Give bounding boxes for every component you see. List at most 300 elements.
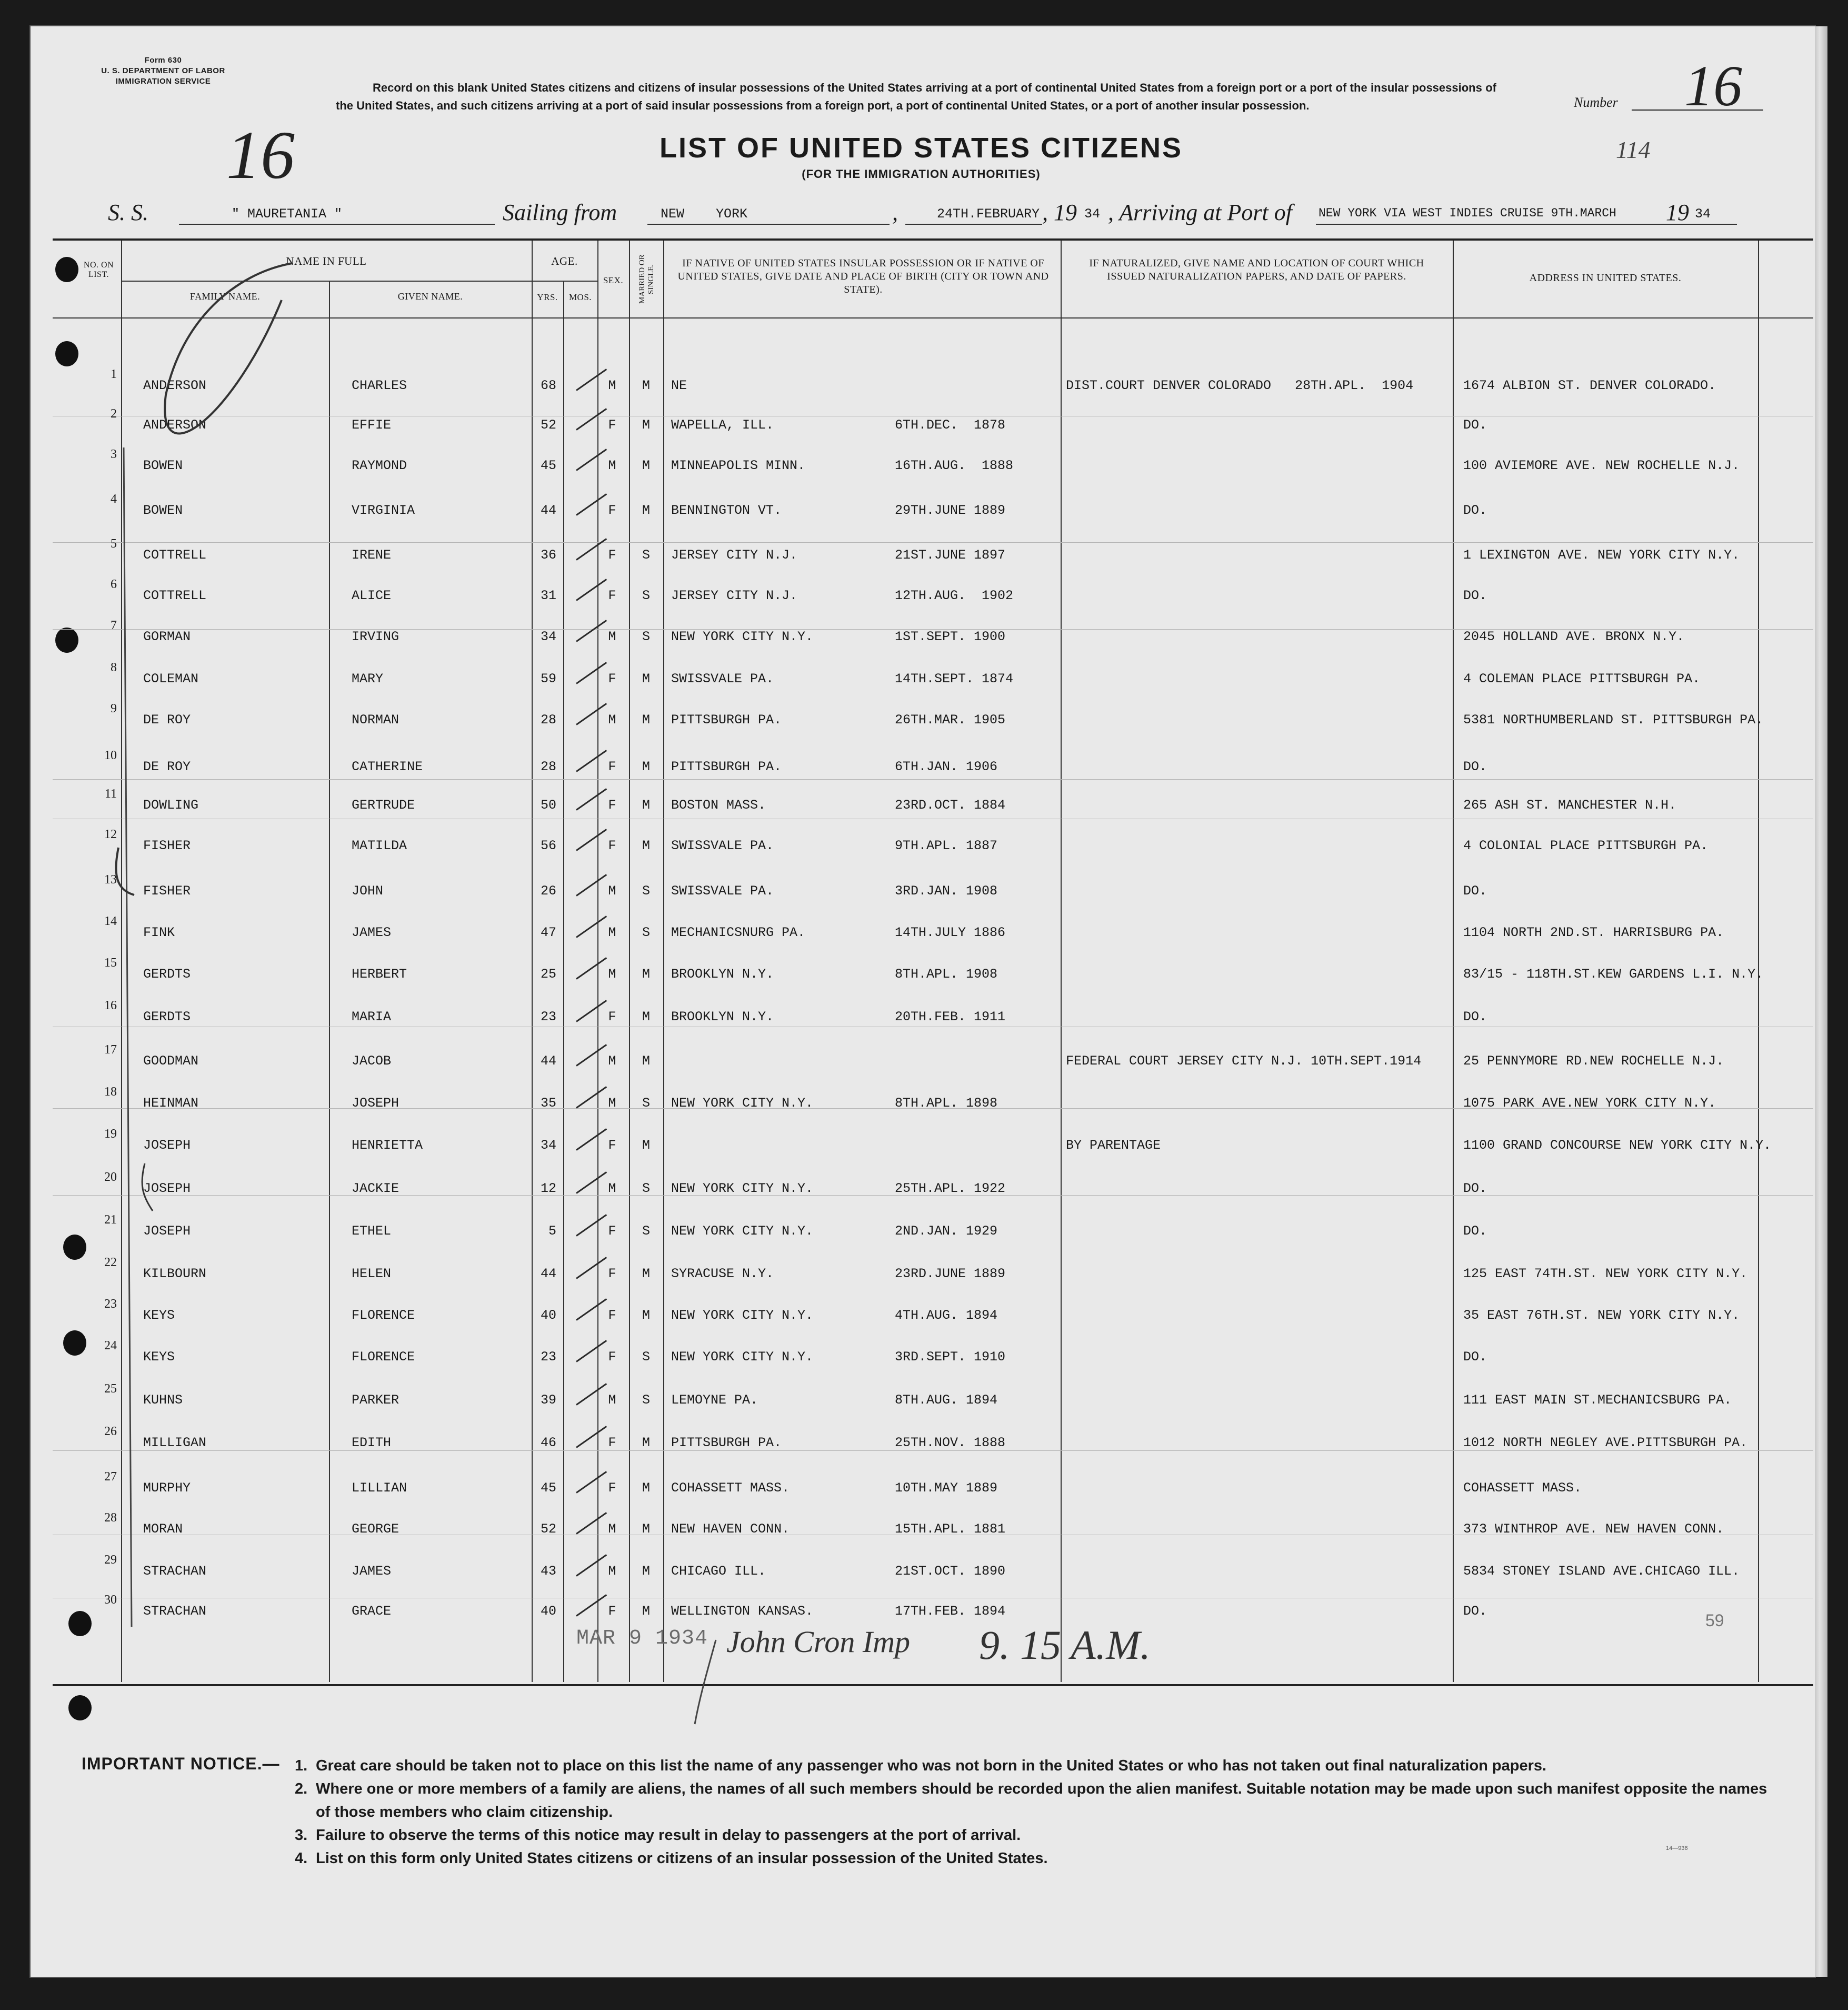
- notice-item: 1. Great care should be taken not to place on this list the name of any passenger who was not born in the United States or who has not taken out final naturalization papers.: [295, 1757, 1547, 1774]
- birth-date: 23RD.OCT. 1884: [895, 798, 1006, 813]
- marital-status: S: [642, 1392, 650, 1408]
- row-number: 4: [111, 492, 117, 506]
- marital-status: S: [642, 1223, 650, 1239]
- family-name: MORAN: [143, 1521, 183, 1537]
- birth-date: 26TH.MAR. 1905: [895, 712, 1006, 728]
- given-name: JOHN: [352, 883, 384, 899]
- sex: F: [608, 548, 616, 563]
- age-years: 25: [540, 967, 556, 982]
- row-number: 6: [111, 578, 117, 591]
- family-name: KEYS: [143, 1308, 175, 1323]
- number-value-handwritten: 16: [1684, 54, 1742, 118]
- birth-date: 6TH.JAN. 1906: [895, 759, 998, 774]
- birth-date: 21ST.JUNE 1897: [895, 548, 1006, 563]
- birth-place: MECHANICSNURG PA.: [671, 925, 806, 940]
- arrival-year-suffix: 34: [1695, 206, 1711, 222]
- header-given-name: GIVEN NAME.: [397, 291, 463, 302]
- birth-date: 1ST.SEPT. 1900: [895, 629, 1006, 644]
- sex: M: [608, 883, 616, 899]
- arrival-port: NEW YORK VIA WEST INDIES CRUISE 9TH.MARCH: [1318, 206, 1616, 220]
- marital-status: M: [642, 712, 650, 728]
- row-number: 2: [111, 407, 117, 421]
- birth-date: 8TH.AUG. 1894: [895, 1392, 998, 1408]
- col-divider: [1758, 241, 1759, 1682]
- age-years: 44: [540, 1053, 556, 1069]
- row-number: 30: [104, 1593, 117, 1607]
- family-name: GERDTS: [143, 1009, 191, 1024]
- row-number: 27: [104, 1470, 117, 1484]
- birth-place: CHICAGO ILL.: [671, 1564, 766, 1579]
- birth-place: NE: [671, 378, 687, 393]
- age-years: 34: [540, 1138, 556, 1153]
- birth-date: 3RD.SEPT. 1910: [895, 1349, 1006, 1365]
- service-name: IMMIGRATION SERVICE: [115, 77, 211, 86]
- family-name: COTTRELL: [143, 548, 207, 563]
- marital-status: S: [642, 1096, 650, 1111]
- age-years: 28: [540, 712, 556, 728]
- age-years: 52: [540, 417, 556, 433]
- marital-status: M: [642, 1308, 650, 1323]
- family-name: COTTRELL: [143, 588, 207, 603]
- family-name: DE ROY: [143, 759, 191, 774]
- given-name: FLORENCE: [352, 1349, 415, 1365]
- col-divider: [1061, 241, 1062, 1682]
- given-name: JAMES: [352, 925, 392, 940]
- row-number: 25: [104, 1382, 117, 1396]
- sex: F: [608, 1223, 616, 1239]
- family-name: FINK: [143, 925, 175, 940]
- given-name: ETHEL: [352, 1223, 392, 1239]
- birth-date: 12TH.AUG. 1902: [895, 588, 1014, 603]
- sex: F: [608, 503, 616, 518]
- marital-status: M: [642, 1521, 650, 1537]
- age-years: 45: [540, 1480, 556, 1496]
- birth-place: SWISSVALE PA.: [671, 671, 774, 686]
- age-years: 39: [540, 1392, 556, 1408]
- birth-date: 6TH.DEC. 1878: [895, 417, 1006, 433]
- year-prefix: , 19: [1042, 200, 1077, 225]
- birth-place: BOSTON MASS.: [671, 798, 766, 813]
- birth-place: PITTSBURGH PA.: [671, 759, 782, 774]
- us-address: DO.: [1463, 759, 1487, 774]
- us-address: DO.: [1463, 503, 1487, 518]
- sex: F: [608, 1009, 616, 1024]
- sex: F: [608, 588, 616, 603]
- given-name: MARY: [352, 671, 384, 686]
- marital-status: S: [642, 925, 650, 940]
- birth-date: 14TH.JULY 1886: [895, 925, 1006, 940]
- given-name: HELEN: [352, 1266, 392, 1281]
- family-name: DOWLING: [143, 798, 199, 813]
- marital-status: S: [642, 883, 650, 899]
- header-age: AGE.: [551, 255, 578, 267]
- row-number: 18: [104, 1085, 117, 1099]
- row-number: 21: [104, 1213, 117, 1227]
- sex: M: [608, 712, 616, 728]
- birth-date: 17TH.FEB. 1894: [895, 1604, 1006, 1619]
- birth-date: 29TH.JUNE 1889: [895, 503, 1006, 518]
- family-name: STRACHAN: [143, 1604, 207, 1619]
- birth-date: 15TH.APL. 1881: [895, 1521, 1006, 1537]
- marital-status: S: [642, 629, 650, 644]
- birth-date: 14TH.SEPT. 1874: [895, 671, 1014, 686]
- age-years: 28: [540, 759, 556, 774]
- us-address: 265 ASH ST. MANCHESTER N.H.: [1463, 798, 1677, 813]
- row-number: 8: [111, 661, 117, 674]
- age-years: 46: [540, 1435, 556, 1450]
- marital-status: M: [642, 1138, 650, 1153]
- row-number: 20: [104, 1170, 117, 1184]
- marital-status: M: [642, 1480, 650, 1496]
- from-port: NEW YORK: [661, 206, 748, 222]
- row-number: 7: [111, 619, 117, 632]
- us-address: 125 EAST 74TH.ST. NEW YORK CITY N.Y.: [1463, 1266, 1748, 1281]
- birth-place: MINNEAPOLIS MINN.: [671, 458, 806, 473]
- sailing-label: Sailing from: [503, 200, 617, 225]
- notice-item: 3. Failure to observe the terms of this notice may result in delay to passengers at the port of arrival.: [295, 1827, 1021, 1844]
- us-address: DO.: [1463, 1604, 1487, 1619]
- row-number: 22: [104, 1256, 117, 1269]
- given-name: FLORENCE: [352, 1308, 415, 1323]
- marital-status: S: [642, 548, 650, 563]
- page-mark-handwritten: 16: [226, 117, 295, 193]
- given-name: ALICE: [352, 588, 392, 603]
- family-name: FISHER: [143, 883, 191, 899]
- page-number-stamp: 59: [1705, 1611, 1724, 1630]
- marital-status: M: [642, 671, 650, 686]
- birth-place: SYRACUSE N.Y.: [671, 1266, 774, 1281]
- sex: M: [608, 458, 616, 473]
- family-name: JOSEPH: [143, 1138, 191, 1153]
- arrival-date-stamp: MAR 9 1934: [576, 1627, 708, 1650]
- birth-place: LEMOYNE PA.: [671, 1392, 758, 1408]
- row-number: 15: [104, 956, 117, 970]
- inspector-signature: John Cron Imp: [726, 1625, 911, 1659]
- birth-place: PITTSBURGH PA.: [671, 712, 782, 728]
- us-address: 1 LEXINGTON AVE. NEW YORK CITY N.Y.: [1463, 548, 1740, 563]
- header-birth: IF NATIVE OF UNITED STATES INSULAR POSSESSION OR IF NATIVE OF UNITED STATES, GIVE DATE AND PLACE OF BIRTH (CITY OR TOWN AND STATE).: [677, 257, 1049, 295]
- us-address: 1100 GRAND CONCOURSE NEW YORK CITY N.Y.: [1463, 1138, 1772, 1153]
- birth-date: 2ND.JAN. 1929: [895, 1223, 998, 1239]
- page-subtitle: (FOR THE IMMIGRATION AUTHORITIES): [802, 167, 1041, 181]
- sex: F: [608, 838, 616, 853]
- arrival-year-prefix: 19: [1666, 200, 1689, 225]
- family-name: GOODMAN: [143, 1053, 199, 1069]
- birth-place: NEW YORK CITY N.Y.: [671, 1223, 814, 1239]
- notice-heading: IMPORTANT NOTICE.—: [82, 1754, 280, 1773]
- age-years: 43: [540, 1564, 556, 1579]
- row-number: 9: [111, 702, 117, 715]
- marital-status: M: [642, 503, 650, 518]
- given-name: JOSEPH: [352, 1096, 399, 1111]
- us-address: DO.: [1463, 883, 1487, 899]
- family-name: JOSEPH: [143, 1181, 191, 1196]
- birth-place: NEW YORK CITY N.Y.: [671, 629, 814, 644]
- sex: F: [608, 1435, 616, 1450]
- sex: F: [608, 1480, 616, 1496]
- family-name: STRACHAN: [143, 1564, 207, 1579]
- sex: F: [608, 1349, 616, 1365]
- us-address: DO.: [1463, 417, 1487, 433]
- age-years: 12: [540, 1181, 556, 1196]
- us-address: 25 PENNYMORE RD.NEW ROCHELLE N.J.: [1463, 1053, 1724, 1069]
- family-name: BOWEN: [143, 458, 183, 473]
- age-years: 44: [540, 503, 556, 518]
- family-name: ANDERSON: [143, 378, 207, 393]
- handwritten-bracket: [103, 258, 324, 1658]
- naturalization-court: FEDERAL COURT JERSEY CITY N.J. 10TH.SEPT.1914: [1066, 1053, 1422, 1069]
- family-name: GERDTS: [143, 967, 191, 982]
- given-name: HERBERT: [352, 967, 407, 982]
- family-name: KEYS: [143, 1349, 175, 1365]
- given-name: GERTRUDE: [352, 798, 415, 813]
- marital-status: M: [642, 417, 650, 433]
- birth-date: 21ST.OCT. 1890: [895, 1564, 1006, 1579]
- birth-date: 10TH.MAY 1889: [895, 1480, 998, 1496]
- birth-place: NEW YORK CITY N.Y.: [671, 1181, 814, 1196]
- naturalization-court: BY PARENTAGE: [1066, 1138, 1161, 1153]
- us-address: DO.: [1463, 1009, 1487, 1024]
- given-name: JACKIE: [352, 1181, 399, 1196]
- birth-date: 3RD.JAN. 1908: [895, 883, 998, 899]
- comma: ,: [892, 200, 898, 225]
- birth-date: 25TH.NOV. 1888: [895, 1435, 1006, 1450]
- sex: M: [608, 1521, 616, 1537]
- marital-status: S: [642, 1349, 650, 1365]
- col-divider: [532, 241, 533, 1682]
- us-address: 2045 HOLLAND AVE. BRONX N.Y.: [1463, 629, 1685, 644]
- given-name: IRVING: [352, 629, 399, 644]
- row-number: 3: [111, 447, 117, 461]
- birth-place: JERSEY CITY N.J.: [671, 548, 798, 563]
- marital-status: M: [642, 1266, 650, 1281]
- marital-status: S: [642, 1181, 650, 1196]
- marital-status: M: [642, 458, 650, 473]
- family-name: MURPHY: [143, 1480, 191, 1496]
- birth-date: 16TH.AUG. 1888: [895, 458, 1014, 473]
- row-number: 11: [104, 787, 117, 801]
- pencil-mark: 114: [1616, 136, 1651, 163]
- birth-place: PITTSBURGH PA.: [671, 1435, 782, 1450]
- given-name: EDITH: [352, 1435, 392, 1450]
- col-divider: [1453, 241, 1454, 1682]
- sex: F: [608, 671, 616, 686]
- age-years: 47: [540, 925, 556, 940]
- row-number: 29: [104, 1553, 117, 1567]
- given-name: MARIA: [352, 1009, 392, 1024]
- given-name: MATILDA: [352, 838, 407, 853]
- us-address: 35 EAST 76TH.ST. NEW YORK CITY N.Y.: [1463, 1308, 1740, 1323]
- marital-status: S: [642, 588, 650, 603]
- given-name: JAMES: [352, 1564, 392, 1579]
- header-sex: SEX.: [603, 275, 624, 285]
- row-number: 14: [104, 914, 117, 928]
- sex: F: [608, 1604, 616, 1619]
- row-number: 24: [104, 1339, 117, 1352]
- row-number: 5: [111, 537, 117, 551]
- sex: M: [608, 1181, 616, 1196]
- row-number: 10: [104, 749, 117, 762]
- row-number: 12: [104, 828, 117, 841]
- birth-date: 4TH.AUG. 1894: [895, 1308, 998, 1323]
- age-years: 44: [540, 1266, 556, 1281]
- sex: M: [608, 967, 616, 982]
- us-address: DO.: [1463, 1181, 1487, 1196]
- birth-date: 23RD.JUNE 1889: [895, 1266, 1006, 1281]
- birth-place: COHASSETT MASS.: [671, 1480, 790, 1496]
- us-address: 4 COLONIAL PLACE PITTSBURGH PA.: [1463, 838, 1709, 853]
- col-divider: [329, 281, 330, 1682]
- us-address: DO.: [1463, 1349, 1487, 1365]
- col-divider: [563, 281, 564, 1682]
- punch-hole: [68, 1695, 92, 1720]
- marital-status: M: [642, 1564, 650, 1579]
- sex: M: [608, 1392, 616, 1408]
- us-address: 5834 STONEY ISLAND AVE.CHICAGO ILL.: [1463, 1564, 1740, 1579]
- birth-place: BENNINGTON VT.: [671, 503, 782, 518]
- sailing-date: 24TH.FEBRUARY: [937, 206, 1040, 222]
- row-number: 17: [104, 1043, 117, 1057]
- given-name: HENRIETTA: [352, 1138, 423, 1153]
- marital-status: M: [642, 1435, 650, 1450]
- us-address: DO.: [1463, 588, 1487, 603]
- given-name: NORMAN: [352, 712, 399, 728]
- page-title: LIST OF UNITED STATES CITIZENS: [660, 132, 1183, 164]
- us-address: 373 WINTHROP AVE. NEW HAVEN CONN.: [1463, 1521, 1724, 1537]
- family-name: MILLIGAN: [143, 1435, 207, 1450]
- date-underline: [905, 224, 1042, 225]
- col-divider: [663, 241, 664, 1682]
- family-name: COLEMAN: [143, 671, 199, 686]
- age-years: 52: [540, 1521, 556, 1537]
- col-divider: [629, 241, 630, 1682]
- given-name: CATHERINE: [352, 759, 423, 774]
- us-address: 1674 ALBION ST. DENVER COLORADO.: [1463, 378, 1716, 393]
- birth-place: BROOKLYN N.Y.: [671, 1009, 774, 1024]
- sex: F: [608, 417, 616, 433]
- notice-list: [295, 1754, 1784, 1870]
- row-number: 19: [104, 1127, 117, 1141]
- form-instructions: Record on this blank United States citizens and citizens of insular possessions of the United States arriving at a port of continental United States from a foreign port or a port of the insular possessions of the United States, and such citizens arriving at a port of said insular possessions from a foreign port, a port of continental United States, or a port of another insular possession.: [336, 81, 1496, 112]
- us-address: 83/15 - 118TH.ST.KEW GARDENS L.I. N.Y.: [1463, 967, 1764, 982]
- us-address: 1075 PARK AVE.NEW YORK CITY N.Y.: [1463, 1096, 1716, 1111]
- birth-place: NEW YORK CITY N.Y.: [671, 1349, 814, 1365]
- marital-status: M: [642, 378, 650, 393]
- birth-place: BROOKLYN N.Y.: [671, 967, 774, 982]
- birth-place: JERSEY CITY N.J.: [671, 588, 798, 603]
- header-name-in-full: NAME IN FULL: [286, 255, 367, 267]
- birth-place: SWISSVALE PA.: [671, 838, 774, 853]
- sex: M: [608, 1564, 616, 1579]
- us-address: DO.: [1463, 1223, 1487, 1239]
- birth-date: 9TH.APL. 1887: [895, 838, 998, 853]
- notice-item: 2. Where one or more members of a family are aliens, the names of all such members should be recorded upon the alien manifest. Suitable notation may be made upon such manifest opposite the names of those members who claim citizenship.: [295, 1780, 1767, 1820]
- given-name: RAYMOND: [352, 458, 407, 473]
- birth-date: 8TH.APL. 1898: [895, 1096, 998, 1111]
- birth-place: NEW YORK CITY N.Y.: [671, 1096, 814, 1111]
- birth-date: 8TH.APL. 1908: [895, 967, 998, 982]
- birth-place: NEW YORK CITY N.Y.: [671, 1308, 814, 1323]
- header-address: ADDRESS IN UNITED STATES.: [1529, 272, 1682, 284]
- age-years: 34: [540, 629, 556, 644]
- year-suffix: 34: [1084, 206, 1101, 222]
- given-name: PARKER: [352, 1392, 399, 1408]
- birth-place: WAPELLA, ILL.: [671, 417, 774, 433]
- notice-item: 4. List on this form only United States citizens or citizens of an insular possession of the United States.: [295, 1850, 1048, 1867]
- given-name: EFFIE: [352, 417, 392, 433]
- given-name: IRENE: [352, 548, 392, 563]
- header-no: NO. ON LIST.: [83, 261, 114, 279]
- marital-status: M: [642, 759, 650, 774]
- row-number: 23: [104, 1297, 117, 1311]
- us-address: 111 EAST MAIN ST.MECHANICSBURG PA.: [1463, 1392, 1732, 1408]
- family-name: BOWEN: [143, 503, 183, 518]
- age-years: 26: [540, 883, 556, 899]
- age-years: 56: [540, 838, 556, 853]
- marital-status: M: [642, 1009, 650, 1024]
- sex: F: [608, 759, 616, 774]
- sex: M: [608, 629, 616, 644]
- age-years: 59: [540, 671, 556, 686]
- us-address: 5381 NORTHUMBERLAND ST. PITTSBURGH PA.: [1463, 712, 1764, 728]
- sex: F: [608, 1266, 616, 1281]
- us-address: 1012 NORTH NEGLEY AVE.PITTSBURGH PA.: [1463, 1435, 1748, 1450]
- header-married-single: MARRIED OR SINGLE.: [638, 254, 655, 304]
- us-address: COHASSETT MASS.: [1463, 1480, 1582, 1496]
- family-name: GORMAN: [143, 629, 191, 644]
- sex: M: [608, 378, 616, 393]
- age-years: 40: [540, 1604, 556, 1619]
- family-name: JOSEPH: [143, 1223, 191, 1239]
- row-number: 13: [104, 873, 117, 887]
- age-years: 5: [548, 1223, 556, 1239]
- age-years: 36: [540, 548, 556, 563]
- given-name: GEORGE: [352, 1521, 399, 1537]
- given-name: JACOB: [352, 1053, 392, 1069]
- age-years: 23: [540, 1009, 556, 1024]
- marital-status: M: [642, 967, 650, 982]
- form-number: Form 630: [144, 56, 182, 65]
- given-name: GRACE: [352, 1604, 392, 1619]
- arriving-label: , Arriving at Port of: [1108, 200, 1292, 225]
- us-address: 4 COLEMAN PLACE PITTSBURGH PA.: [1463, 671, 1701, 686]
- form-identification: [68, 55, 258, 87]
- age-years: 50: [540, 798, 556, 813]
- us-address: 100 AVIEMORE AVE. NEW ROCHELLE N.J.: [1463, 458, 1740, 473]
- birth-date: 20TH.FEB. 1911: [895, 1009, 1006, 1024]
- ship-name: " MAURETANIA ": [232, 206, 343, 222]
- department-name: U. S. DEPARTMENT OF LABOR: [101, 66, 225, 75]
- sex: F: [608, 798, 616, 813]
- given-name: LILLIAN: [352, 1480, 407, 1496]
- col-divider: [597, 241, 598, 1682]
- sex: M: [608, 1053, 616, 1069]
- sex: F: [608, 1308, 616, 1323]
- age-years: 68: [540, 378, 556, 393]
- ss-label: S. S.: [108, 200, 148, 225]
- birth-place: NEW HAVEN CONN.: [671, 1521, 790, 1537]
- family-name: KUHNS: [143, 1392, 183, 1408]
- sex: M: [608, 1096, 616, 1111]
- row-number: 16: [104, 999, 117, 1012]
- family-name: KILBOURN: [143, 1266, 207, 1281]
- from-underline: [647, 224, 890, 225]
- header-yrs: YRS.: [537, 292, 558, 302]
- birth-place: WELLINGTON KANSAS.: [671, 1604, 814, 1619]
- row-number: 26: [104, 1425, 117, 1438]
- header-mos: MOS.: [568, 292, 592, 302]
- sex: M: [608, 925, 616, 940]
